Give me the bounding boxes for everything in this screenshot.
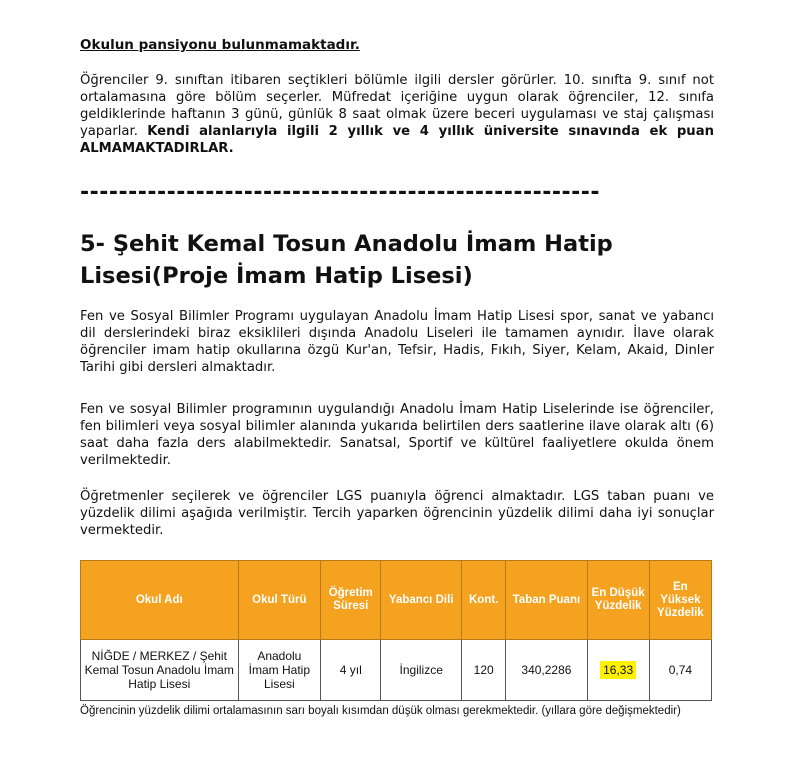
cell-okul-adi: NİĞDE / MERKEZ / Şehit Kemal Tosun Anadolu İmam Hatip Lisesi: [81, 640, 239, 701]
header-yabanci-dili: Yabancı Dili: [381, 561, 462, 640]
table-header-row: [81, 561, 712, 640]
intro-text: Öğrenciler 9. sınıftan itibaren seçtikleri bölümle ilgili dersler görürler. 10. sınıfta 9. sınıf not ortalamasına göre bölüm seçerler. Müfredat içeriğine uygun olarak öğrenciler, 12. sınıfa geldiklerinde haftanın 3 günü, günlük 8 saat olmak üzere beceri uygulaması ve staj çalışması yaparlar.: [80, 73, 714, 139]
header-okul-turu: Okul Türü: [238, 561, 321, 640]
intro-bold-text: Kendi alanlarıyla ilgili 2 yıllık ve 4 yıllık üniversite sınavında ek puan ALMAMAKTADIRLAR.: [80, 124, 714, 156]
table-row: [81, 640, 712, 701]
header-okul-adi: Okul Adı: [81, 561, 239, 640]
paragraph-program: Fen ve Sosyal Bilimler Programı uygulayan Anadolu İmam Hatip Lisesi spor, sanat ve yabancı dil derslerindeki biraz eksiklileri dışında Anadolu Liseleri ile tamamen aynıdır. İlave olarak öğrenciler imam hatip okullarına özgü Kur'an, Tefsir, Hadis, Fıkıh, Siyer, Kelam, Akaid, Dinler Tarihi gibi dersleri almaktadır.: [80, 309, 714, 375]
paragraph-admission: Öğretmenler seçilerek ve öğrenciler LGS puanıyla öğrenci almaktadır. LGS taban puanı ve yüzdelik dilimi aşağıda verilmiştir. Tercih yaparken öğrencinin yüzdelik dilimi daha iyi sonuçlar vermektedir.: [80, 489, 714, 538]
header-en-dusuk-yuzdelik: En Düşük Yüzdelik: [587, 561, 649, 640]
header-ogretim-suresi: Öğretim Süresi: [321, 561, 381, 640]
cell-yabanci-dili: İngilizce: [381, 640, 462, 701]
header-kont: Kont.: [462, 561, 506, 640]
cell-okul-turu: Anadolu İmam Hatip Lisesi: [238, 640, 321, 701]
cell-en-dusuk-yuzdelik: [587, 640, 649, 701]
header-taban-puani: Taban Puanı: [506, 561, 587, 640]
cell-ogretim-suresi: 4 yıl: [321, 640, 381, 701]
section-title: 5- Şehit Kemal Tosun Anadolu İmam Hatip Lisesi(Proje İmam Hatip Lisesi): [80, 231, 613, 289]
cell-en-yuksek-yuzdelik: 0,74: [649, 640, 711, 701]
header-en-yuksek-yuzdelik: En Yüksek Yüzdelik: [649, 561, 711, 640]
separator-line: ------------------------------------------------------: [80, 180, 601, 205]
cell-kont: 120: [462, 640, 506, 701]
cell-taban-puani: 340,2286: [506, 640, 587, 701]
highlighted-percentile: 16,33: [600, 661, 636, 679]
table-footnote: Öğrencinin yüzdelik dilimi ortalamasının sarı boyalı kısımdan düşük olması gerekmektedir. (yıllara göre değişmektedir): [80, 705, 681, 717]
school-table: [80, 560, 712, 701]
paragraph-sciences: Fen ve sosyal Bilimler programının uygulandığı Anadolu İmam Hatip Liselerinde ise öğrenciler, fen bilimleri veya sosyal bilimler alanında yukarıda belirtilen ders saatlerine ilave olarak altı (6) saat daha fazla ders alabilmektedir. Sanatsal, Sportif ve kültürel faaliyetlere okulda önem verilmektedir.: [80, 402, 714, 468]
intro-paragraph: [80, 72, 714, 157]
boarding-notice-heading: Okulun pansiyonu bulunmamaktadır.: [80, 37, 360, 53]
